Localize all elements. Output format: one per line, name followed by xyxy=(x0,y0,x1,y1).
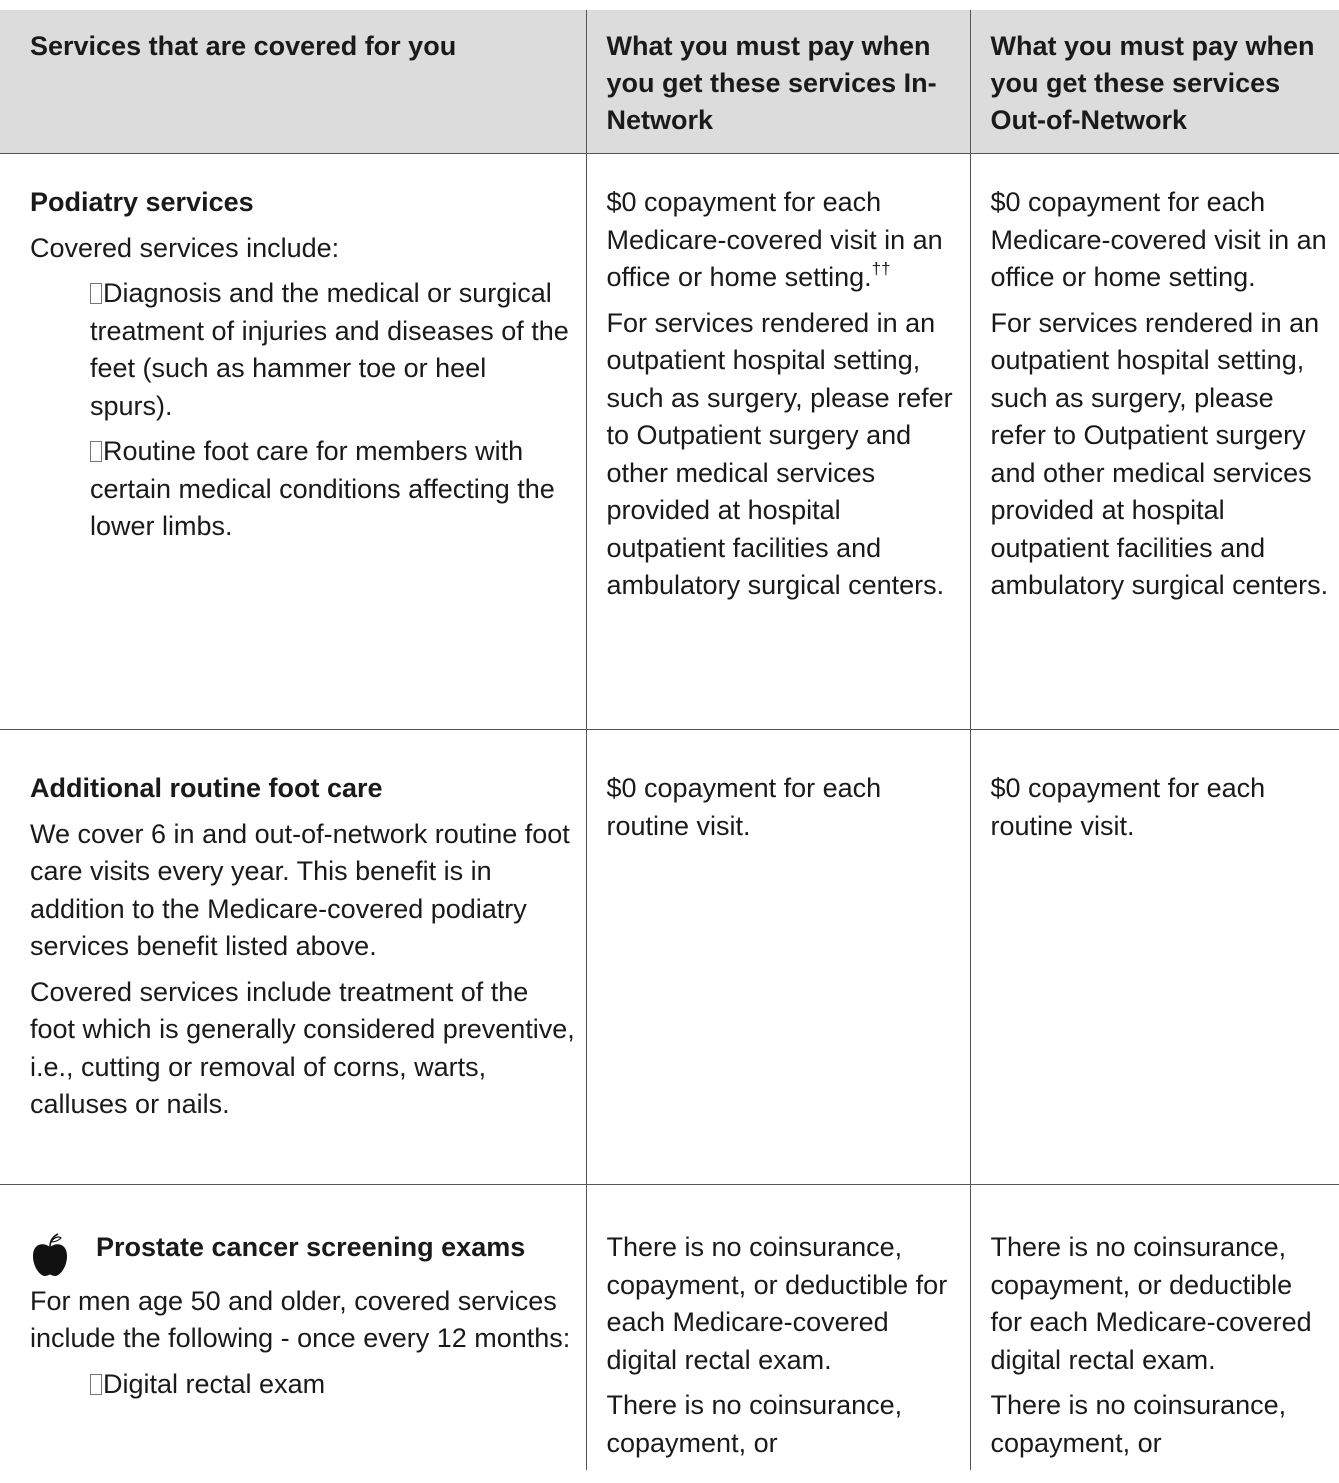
apple-icon xyxy=(30,1233,70,1277)
header-services: Services that are covered for you xyxy=(0,10,586,154)
table-row xyxy=(0,154,1339,730)
service-intro: Covered services include: xyxy=(30,232,340,263)
out-network-cost: $0 copayment for each routine visit. xyxy=(990,773,1266,841)
list-item: Routine foot care for members with certain medical conditions affecting the lower limbs. xyxy=(90,436,555,541)
header-out-network: What you must pay when you get these services Out-of-Network xyxy=(970,10,1339,154)
service-description: We cover 6 in and out-of-network routine foot care visits every year. This benefit is in addition to the Medicare-covered podiatry services benefit listed above. xyxy=(30,818,570,961)
in-network-cost: $0 copayment for each routine visit. xyxy=(606,773,882,841)
out-network-note: For services rendered in an outpatient hospital setting, such as surgery, please refer to Outpatient surgery and other medical services provided at hospital outpatient facilities and ambulatory surgical centers. xyxy=(990,307,1329,600)
in-network-cell xyxy=(586,1185,970,1471)
out-network-note: There is no coinsurance, copayment, or xyxy=(990,1390,1287,1458)
in-network-cost: $0 copayment for each Medicare-covered visit in an office or home setting. xyxy=(606,187,943,292)
bullet-box-icon xyxy=(90,283,102,304)
service-title: Additional routine foot care xyxy=(30,773,383,803)
in-network-note: For services rendered in an outpatient hospital setting, such as surgery, please refer to Outpatient surgery and other medical services provided at hospital outpatient facilities and ambulatory surgical centers. xyxy=(606,307,953,600)
header-in-network: What you must pay when you get these services In-Network xyxy=(586,10,970,154)
service-cell xyxy=(0,154,586,730)
service-cell xyxy=(0,730,586,1185)
out-network-cell xyxy=(970,730,1339,1185)
list-item: Diagnosis and the medical or surgical treatment of injuries and diseases of the feet (such as hammer toe or heel spurs). xyxy=(90,278,569,421)
out-network-cost: $0 copayment for each Medicare-covered visit in an office or home setting. xyxy=(990,187,1327,292)
benefits-table xyxy=(0,10,1339,1470)
service-description: For men age 50 and older, covered services include the following - once every 12 months: xyxy=(30,1285,571,1353)
service-details: Covered services include treatment of the foot which is generally considered preventive, i.e., cutting or removal of corns, warts, calluses or nails. xyxy=(30,976,575,1119)
table-row xyxy=(0,730,1339,1185)
bullet-box-icon xyxy=(90,1374,102,1395)
service-title: Prostate cancer screening exams xyxy=(96,1232,526,1262)
service-cell xyxy=(0,1185,586,1471)
out-network-cost: There is no coinsurance, copayment, or deductible for each Medicare-covered digital rectal exam. xyxy=(990,1232,1312,1375)
list-item: Digital rectal exam xyxy=(30,1366,576,1404)
table-row xyxy=(0,1185,1339,1471)
in-network-cost: There is no coinsurance, copayment, or deductible for each Medicare-covered digital rectal exam. xyxy=(606,1232,948,1375)
out-network-cell xyxy=(970,1185,1339,1471)
in-network-cell xyxy=(586,730,970,1185)
in-network-note: There is no coinsurance, copayment, or xyxy=(606,1390,903,1458)
bullet-box-icon xyxy=(90,441,102,462)
out-network-cell xyxy=(970,154,1339,730)
in-network-cell xyxy=(586,154,970,730)
table-header-row xyxy=(0,10,1339,154)
footnote-marker: †† xyxy=(871,259,891,278)
service-title: Podiatry services xyxy=(30,187,254,217)
